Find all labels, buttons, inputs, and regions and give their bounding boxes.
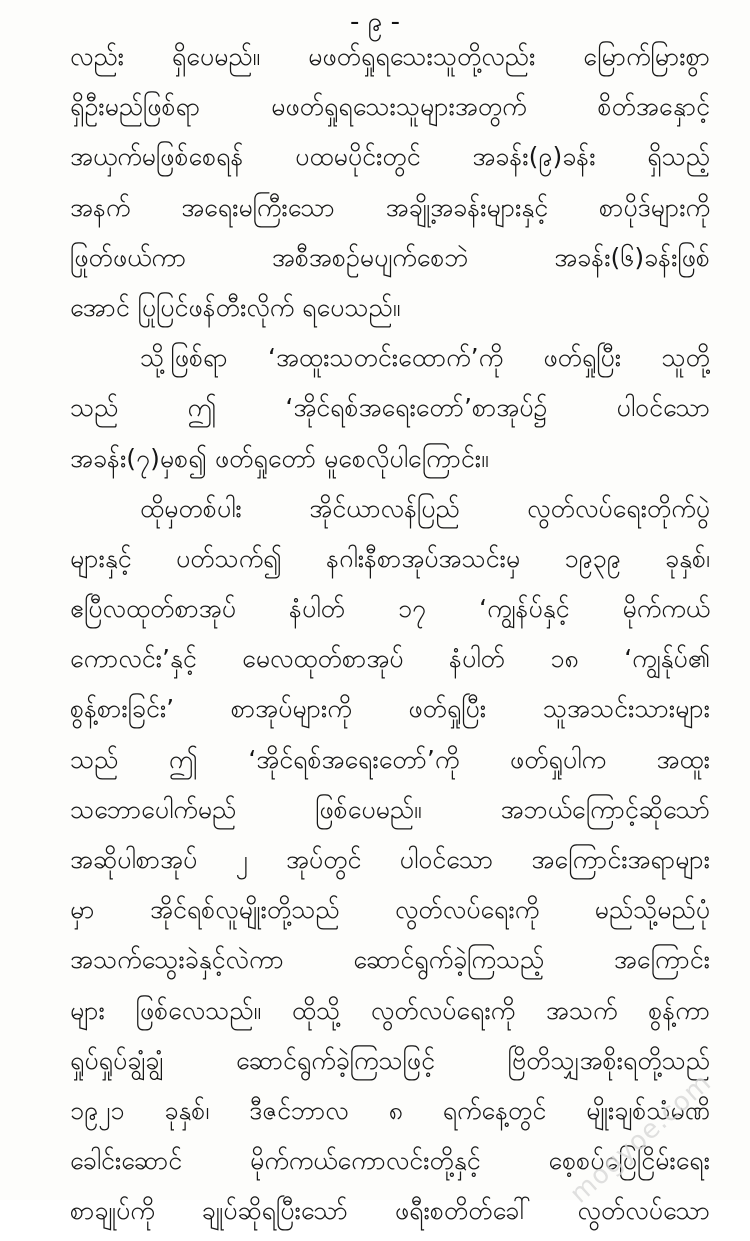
page-number: - ၉ - (350, 7, 400, 37)
text-line: များ ဖြစ်လေသည်။ ထိုသို့ လွတ်လပ်ရေးကို အသက် စွန့်ကာ (70, 995, 710, 1025)
text-line: ရှုပ်ရှုပ်ချွံချွံ ဆောင်ရွက်ခဲ့ကြသဖြင့် ဗြိတိသျှအစိုးရတို့သည် (70, 1045, 710, 1075)
text-line: များနှင့် ပတ်သက်၍ နဂါးနီစာအုပ်အသင်းမှ ၁၉၃၉ ခုနှစ်၊ (70, 543, 710, 573)
text-line: သည် ဤ ‘အိုင်ရစ်အရေးတော်’စာအုပ်၌ ပါဝင်သော (70, 393, 710, 423)
text-line: အခန်း(၇)မှစ၍ ဖတ်ရှုတော် မူစေလိုပါကြောင်း။ (70, 443, 489, 473)
text-line: မှာ အိုင်ရစ်လူမျိုးတို့သည် လွတ်လပ်ရေးကို မည်သို့မည်ပုံ (70, 895, 710, 925)
text-line: စွန့်စားခြင်း’ စာအုပ်များကို ဖတ်ရှုပြီး သူအသင်းသားများ (70, 694, 710, 724)
text-line: အယှက်မဖြစ်စေရန် ပထမပိုင်းတွင် အခန်း(၉)ခန်း ရှိသည့် (70, 142, 710, 172)
watermark: mogyoe.com (564, 1067, 718, 1210)
text-line: သည် ဤ ‘အိုင်ရစ်အရေးတော်’ကို ဖတ်ရှုပါက အထူး (70, 744, 710, 774)
text-line: အဆိုပါစာအုပ် ၂ အုပ်တွင် ပါဝင်သော အကြောင်းအရာများ (70, 845, 710, 874)
text-line: ဧပြီလထုတ်စာအုပ် နံပါတ် ၁၇ ‘ကျွန်ပ်နှင့် မိုက်ကယ် (70, 594, 710, 624)
text-line: လည်း ရှိပေမည်။ မဖတ်ရှုရသေးသူတို့လည်း မြောက်မြားစွာ (70, 42, 710, 71)
text-line: သဘောပေါက်မည် ဖြစ်ပေမည်။ အဘယ်ကြောင့်ဆိုသော် (70, 794, 710, 824)
text-line: ဖြုတ်ဖယ်ကာ အစီအစဉ်မပျက်စေဘဲ အခန်း(၆)ခန်းဖြစ် (70, 242, 710, 272)
text-line: ခေါင်းဆောင် မိုက်ကယ်ကောလင်းတို့နှင့် စေ့စပ်ပြေငြိမ်းရေး (70, 1146, 710, 1176)
text-line: ရှိဦးမည်ဖြစ်ရာ မဖတ်ရှုရသေးသူများအတွက် စိတ်အနှောင့် (70, 92, 710, 122)
text-line: အနက် အရေးမကြီးသော အချို့အခန်းများနှင့် စာပိုဒ်များကို (70, 192, 710, 222)
text-line: သို့ဖြစ်ရာ ‘အထူးသတင်းထောက်’ကို ဖတ်ရှုပြီး သူတို့ (140, 343, 710, 373)
text-line: အသက်သွေးခဲနှင့်လဲကာ ဆောင်ရွက်ခဲ့ကြသည့် အကြောင်း (70, 945, 710, 975)
text-line: စာချုပ်ကို ချုပ်ဆိုရပြီးသော် ဖရီးစတိတ်ခေါ် လွတ်လပ်သော (70, 1196, 710, 1226)
text-line: ကောလင်း’နှင့် မေလထုတ်စာအုပ် နံပါတ် ၁၈ ‘ကျွန်ုပ်၏ (70, 644, 710, 674)
text-line: ထိုမှတစ်ပါး အိုင်ယာလန်ပြည် လွတ်လပ်ရေးတိုက်ပွဲ (140, 493, 710, 523)
body-text (70, 36, 710, 1241)
text-line: အောင် ပြုပြင်ဖန်တီးလိုက် ရပေသည်။ (70, 292, 401, 322)
text-line: ၁၉၂၁ ခုနှစ်၊ ဒီဇင်ဘာလ ၈ ရက်နေ့တွင် မျိုးချစ်သံမဏိ (70, 1095, 710, 1125)
